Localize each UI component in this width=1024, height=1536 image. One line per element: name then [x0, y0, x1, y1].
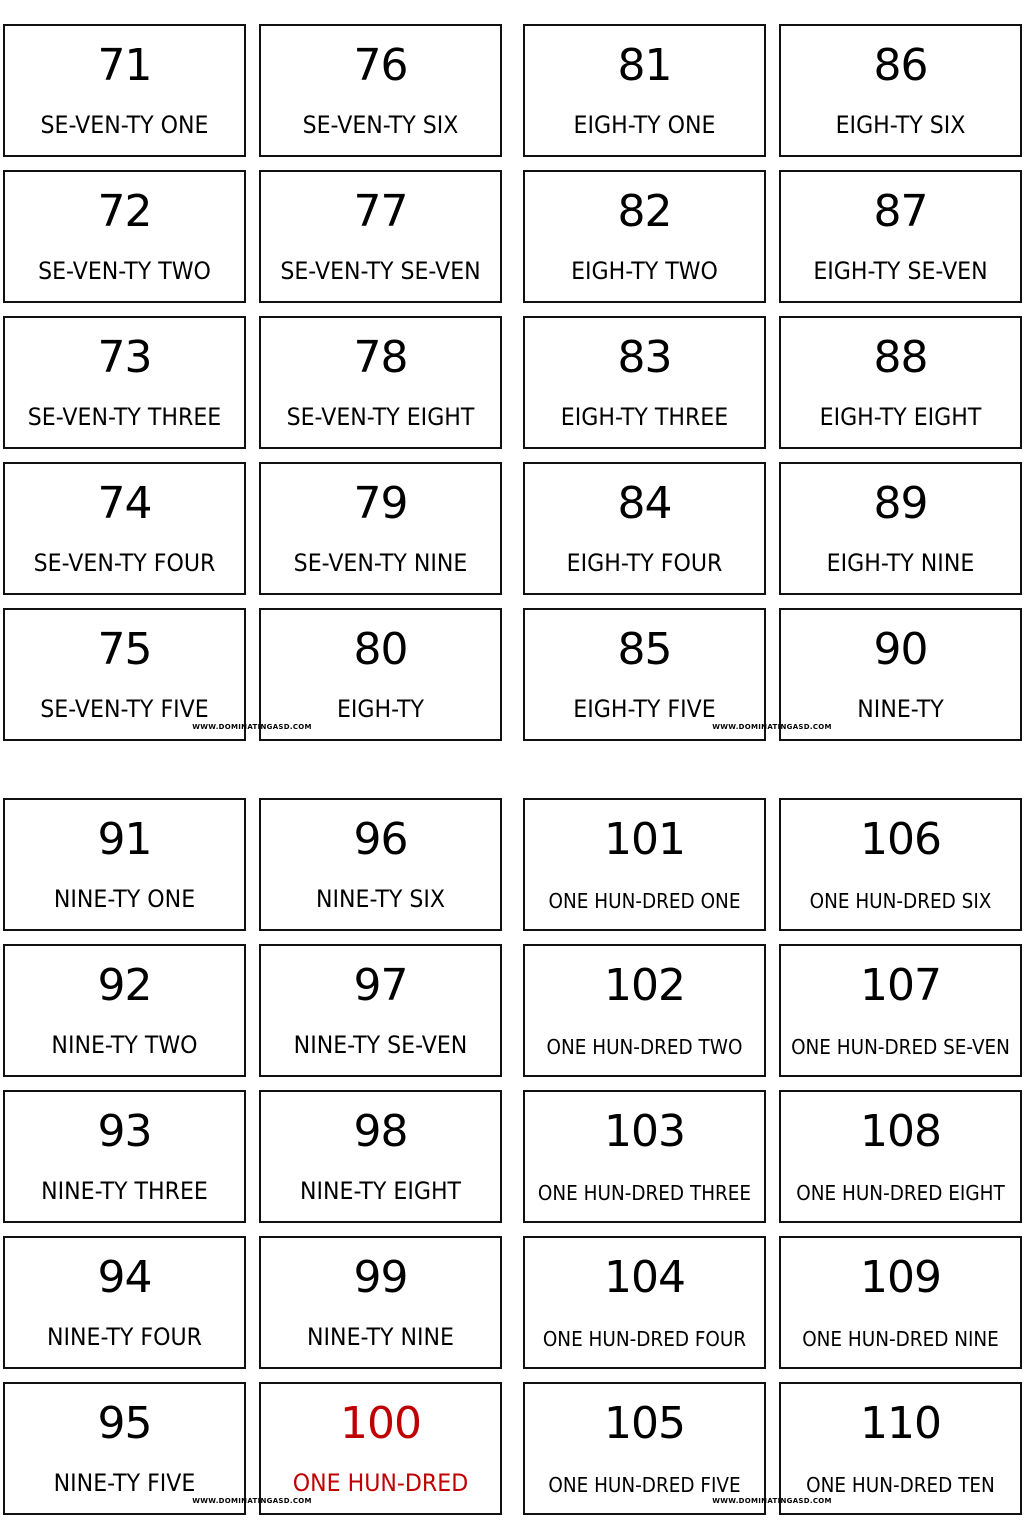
number-card [523, 170, 766, 303]
number-card-sheet-1 [0, 0, 1024, 760]
number-card [779, 316, 1022, 449]
card-number: 76 [353, 40, 408, 91]
card-words: SE-VEN-TY ONE [40, 111, 209, 139]
number-card [779, 608, 1022, 741]
number-card [523, 608, 766, 741]
number-card [259, 316, 502, 449]
number-card-highlighted [259, 1382, 502, 1515]
card-number: 77 [353, 186, 408, 237]
number-card [779, 170, 1022, 303]
card-number: 97 [353, 960, 408, 1011]
card-number: 106 [860, 814, 941, 865]
card-words: EIGH-TY ONE [573, 111, 716, 139]
card-words: NINE-TY FOUR [46, 1323, 203, 1351]
number-card [259, 608, 502, 741]
card-panel [3, 798, 503, 1518]
number-card [523, 462, 766, 595]
website-footer: WWW.DOMINATINGASD.COM [712, 1497, 832, 1505]
card-words: SE-VEN-TY NINE [293, 549, 468, 577]
number-card [779, 1382, 1022, 1515]
number-card [259, 798, 502, 931]
card-number: 109 [860, 1252, 941, 1303]
card-number: 87 [873, 186, 928, 237]
card-number: 89 [873, 478, 928, 529]
number-card [523, 24, 766, 157]
card-words: ONE HUN-DRED FIVE [548, 1473, 741, 1497]
number-card [3, 170, 246, 303]
card-number: 71 [97, 40, 152, 91]
number-card [259, 1090, 502, 1223]
number-card [259, 944, 502, 1077]
card-number: 81 [617, 40, 672, 91]
card-words: ONE HUN-DRED [292, 1469, 469, 1497]
card-number: 92 [97, 960, 152, 1011]
card-words: EIGH-TY SIX [835, 111, 966, 139]
card-words: EIGH-TY THREE [560, 403, 729, 431]
card-number: 94 [97, 1252, 152, 1303]
number-card [523, 316, 766, 449]
number-card [779, 944, 1022, 1077]
card-words: ONE HUN-DRED THREE [537, 1181, 752, 1205]
card-number: 84 [617, 478, 672, 529]
card-number: 101 [604, 814, 685, 865]
card-number: 99 [353, 1252, 408, 1303]
card-number: 108 [860, 1106, 941, 1157]
card-number: 72 [97, 186, 152, 237]
card-words: EIGH-TY NINE [826, 549, 975, 577]
card-number: 100 [340, 1398, 421, 1449]
number-card [3, 24, 246, 157]
card-number: 74 [97, 478, 152, 529]
card-words: ONE HUN-DRED ONE [548, 889, 741, 913]
card-words: SE-VEN-TY SIX [302, 111, 459, 139]
number-card [3, 316, 246, 449]
number-card [779, 1236, 1022, 1369]
number-card [3, 608, 246, 741]
card-words: NINE-TY THREE [41, 1177, 208, 1205]
card-words: SE-VEN-TY THREE [27, 403, 222, 431]
card-words: NINE-TY SE-VEN [293, 1031, 468, 1059]
card-words: SE-VEN-TY TWO [38, 257, 211, 285]
card-words: ONE HUN-DRED EIGHT [796, 1181, 1005, 1205]
card-number: 104 [604, 1252, 685, 1303]
card-words: EIGH-TY FIVE [573, 695, 716, 723]
card-number: 83 [617, 332, 672, 383]
card-words: EIGH-TY EIGHT [819, 403, 982, 431]
card-words: ONE HUN-DRED NINE [802, 1327, 999, 1351]
card-words: SE-VEN-TY EIGHT [286, 403, 475, 431]
card-words: NINE-TY [857, 695, 944, 723]
number-card [3, 798, 246, 931]
number-card [523, 1382, 766, 1515]
card-number: 95 [97, 1398, 152, 1449]
number-card [259, 170, 502, 303]
number-card [259, 1236, 502, 1369]
card-words: EIGH-TY SE-VEN [813, 257, 988, 285]
number-card [779, 798, 1022, 931]
number-card [779, 24, 1022, 157]
card-number: 103 [604, 1106, 685, 1157]
card-number: 96 [353, 814, 408, 865]
card-number: 80 [353, 624, 408, 675]
number-card [3, 1236, 246, 1369]
card-number: 82 [617, 186, 672, 237]
card-number: 105 [604, 1398, 685, 1449]
number-card [523, 1090, 766, 1223]
number-card [523, 1236, 766, 1369]
card-words: ONE HUN-DRED TEN [806, 1473, 995, 1497]
card-words: EIGH-TY FOUR [566, 549, 723, 577]
card-number: 73 [97, 332, 152, 383]
card-number: 107 [860, 960, 941, 1011]
number-card [3, 1090, 246, 1223]
card-panel [3, 24, 503, 744]
card-words: NINE-TY FIVE [53, 1469, 196, 1497]
number-card [3, 944, 246, 1077]
number-card [523, 944, 766, 1077]
card-number: 90 [873, 624, 928, 675]
number-card [3, 462, 246, 595]
website-footer: WWW.DOMINATINGASD.COM [712, 723, 832, 731]
number-card [3, 1382, 246, 1515]
card-number: 78 [353, 332, 408, 383]
card-words: NINE-TY NINE [307, 1323, 454, 1351]
card-words: NINE-TY ONE [53, 885, 196, 913]
card-number: 88 [873, 332, 928, 383]
card-number: 86 [873, 40, 928, 91]
card-number: 75 [97, 624, 152, 675]
number-card [779, 1090, 1022, 1223]
card-number: 98 [353, 1106, 408, 1157]
card-words: SE-VEN-TY FOUR [33, 549, 216, 577]
number-card [779, 462, 1022, 595]
card-words: NINE-TY EIGHT [299, 1177, 462, 1205]
number-card-sheet-2 [0, 774, 1024, 1534]
card-words: ONE HUN-DRED SE-VEN [791, 1035, 1010, 1059]
card-number: 93 [97, 1106, 152, 1157]
card-words: ONE HUN-DRED TWO [546, 1035, 743, 1059]
card-words: NINE-TY SIX [315, 885, 446, 913]
card-panel [523, 798, 1023, 1518]
card-words: ONE HUN-DRED FOUR [542, 1327, 747, 1351]
website-footer: WWW.DOMINATINGASD.COM [192, 1497, 312, 1505]
card-words: NINE-TY TWO [51, 1031, 198, 1059]
card-number: 79 [353, 478, 408, 529]
card-number: 110 [860, 1398, 941, 1449]
number-card [259, 24, 502, 157]
website-footer: WWW.DOMINATINGASD.COM [192, 723, 312, 731]
card-words: SE-VEN-TY FIVE [40, 695, 209, 723]
card-number: 91 [97, 814, 152, 865]
number-card [259, 462, 502, 595]
card-words: EIGH-TY TWO [571, 257, 718, 285]
card-panel [523, 24, 1023, 744]
card-words: ONE HUN-DRED SIX [809, 889, 992, 913]
card-number: 85 [617, 624, 672, 675]
card-words: SE-VEN-TY SE-VEN [280, 257, 481, 285]
card-words: EIGH-TY [336, 695, 425, 723]
number-card [523, 798, 766, 931]
card-number: 102 [604, 960, 685, 1011]
